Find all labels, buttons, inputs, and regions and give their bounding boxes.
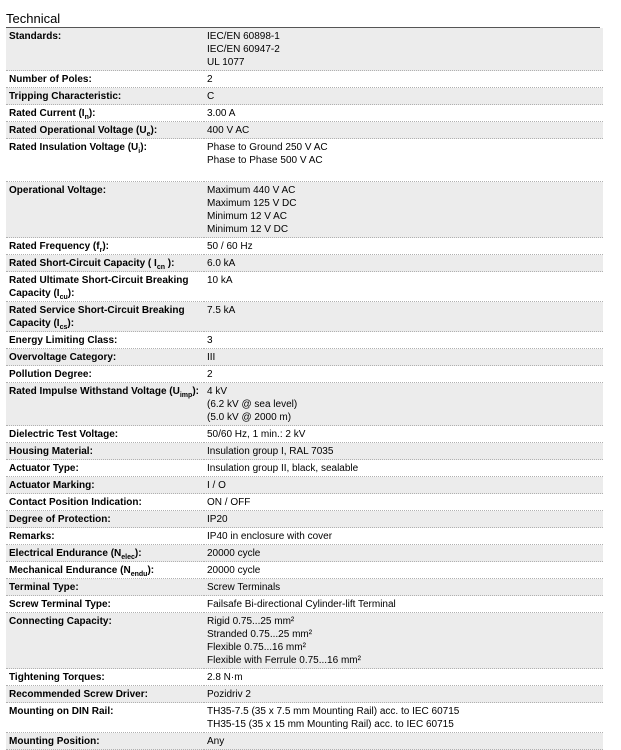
spec-value [204, 686, 603, 703]
spec-value-line: C [207, 91, 215, 102]
spec-value [204, 272, 603, 302]
spec-value-line: IEC/EN 60947-2 [207, 44, 280, 55]
spec-label: Number of Poles: [6, 71, 204, 88]
spec-row [6, 272, 603, 302]
spec-value-line: 3 [207, 335, 213, 346]
spec-value-line: Stranded 0.75...25 mm² [207, 629, 313, 640]
spec-value-line: Screw Terminals [207, 582, 281, 593]
spec-label: Mounting on DIN Rail: [6, 703, 204, 733]
spec-row [6, 302, 603, 332]
spec-row [6, 733, 603, 750]
spec-value-line: 2 [207, 74, 213, 85]
spec-value-line: Pozidriv 2 [207, 689, 251, 700]
spec-row [6, 349, 603, 366]
spec-row [6, 238, 603, 255]
spec-value-line: IP40 in enclosure with cover [207, 531, 333, 542]
spec-label: Rated Insulation Voltage $(U_i)$: [6, 139, 204, 182]
spec-row [6, 426, 603, 443]
spec-value-line: Phase to Ground 250 V AC [207, 142, 328, 153]
spec-row [6, 105, 603, 122]
spec-value-line: 400 V AC [207, 125, 250, 136]
spec-row [6, 686, 603, 703]
spec-row [6, 511, 603, 528]
spec-label: Energy Limiting Class: [6, 332, 204, 349]
spec-value [204, 71, 603, 88]
spec-value-line: Rigid 0.75...25 mm² [207, 616, 295, 627]
spec-label: Mounting Position: [6, 733, 204, 750]
spec-value [204, 366, 603, 383]
spec-value [204, 238, 603, 255]
spec-value-line: 20000 cycle [207, 548, 261, 559]
spec-value-line: Phase to Phase 500 V AC [207, 155, 323, 166]
spec-row [6, 443, 603, 460]
spec-value [204, 733, 603, 750]
spec-label: Operational Voltage: [6, 182, 204, 238]
spec-row [6, 494, 603, 511]
spec-label: Connecting Capacity: [6, 613, 204, 669]
spec-label: Housing Material: [6, 443, 204, 460]
spec-row [6, 366, 603, 383]
spec-value-line: Flexible with Ferrule 0.75...16 mm² [207, 655, 361, 666]
spec-value-line: (5.0 kV @ 2000 m) [207, 412, 292, 423]
spec-row [6, 703, 603, 733]
spec-label: Tightening Torques: [6, 669, 204, 686]
spec-value-line: Insulation group II, black, sealable [207, 463, 359, 474]
spec-value-line: 2.8 N·m [207, 672, 243, 683]
spec-value-line: Maximum 125 V DC [207, 198, 297, 209]
spec-value-line: 20000 cycle [207, 565, 261, 576]
spec-row [6, 383, 603, 426]
spec-value [204, 426, 603, 443]
spec-value [204, 443, 603, 460]
spec-label: Standards: [6, 28, 204, 71]
spec-table-body [6, 28, 603, 750]
spec-value-line: IP20 [207, 514, 228, 525]
spec-row [6, 562, 603, 579]
spec-value [204, 460, 603, 477]
spec-value-line: UL 1077 [207, 57, 245, 68]
spec-value-line: IEC/EN 60898-1 [207, 31, 280, 42]
spec-label: Dielectric Test Voltage: [6, 426, 204, 443]
spec-value [204, 332, 603, 349]
spec-label: Rated Service Short-Circuit Breaking Capacity $(I_{cs})$: [6, 302, 204, 332]
spec-value [204, 28, 603, 71]
spec-value [204, 579, 603, 596]
spec-label: Recommended Screw Driver: [6, 686, 204, 703]
spec-value [204, 562, 603, 579]
spec-label: Electrical Endurance $(N_{elec})$: [6, 545, 204, 562]
spec-row [6, 477, 603, 494]
spec-value [204, 88, 603, 105]
spec-value-line: 2 [207, 369, 213, 380]
spec-row [6, 122, 603, 139]
spec-value [204, 383, 603, 426]
spec-label: Degree of Protection: [6, 511, 204, 528]
spec-label: Rated Frequency $(f_r)$: [6, 238, 204, 255]
spec-row [6, 460, 603, 477]
spec-value-line: Any [207, 736, 225, 747]
spec-label: Pollution Degree: [6, 366, 204, 383]
spec-label: Actuator Marking: [6, 477, 204, 494]
spec-value [204, 139, 603, 182]
spec-row [6, 88, 603, 105]
spec-value [204, 122, 603, 139]
technical-section [6, 11, 600, 750]
spec-row [6, 139, 603, 182]
spec-value [204, 255, 603, 272]
spec-value [204, 613, 603, 669]
spec-row [6, 332, 603, 349]
spec-value [204, 349, 603, 366]
spec-value [204, 511, 603, 528]
spec-value [204, 596, 603, 613]
spec-label: Rated Current $(I_n)$: [6, 105, 204, 122]
spec-label: Overvoltage Category: [6, 349, 204, 366]
spec-value-line: 4 kV [207, 386, 228, 397]
spec-label: Remarks: [6, 528, 204, 545]
spec-value-line: TH35-7.5 (35 x 7.5 mm Mounting Rail) acc. to IEC 60715 [207, 706, 460, 717]
spec-value-line: (6.2 kV @ sea level) [207, 399, 298, 410]
spec-label: Terminal Type: [6, 579, 204, 596]
spec-value-line: 7.5 kA [207, 305, 236, 316]
section-title: Technical [6, 11, 600, 28]
spec-value-line: Flexible 0.75...16 mm² [207, 642, 306, 653]
spec-value-line: 10 kA [207, 275, 233, 286]
spec-value-line: 50/60 Hz, 1 min.: 2 kV [207, 429, 306, 440]
spec-row [6, 613, 603, 669]
spec-value-line: Insulation group I, RAL 7035 [207, 446, 334, 457]
spec-table [6, 28, 603, 750]
spec-label: Rated Impulse Withstand Voltage $(U_{imp})$: [6, 383, 204, 426]
spec-label: Rated Operational Voltage $(U_e)$: [6, 122, 204, 139]
spec-value [204, 302, 603, 332]
spec-value-line: Minimum 12 V AC [207, 211, 288, 222]
spec-value-line: 3.00 A [207, 108, 236, 119]
spec-row [6, 579, 603, 596]
spec-value [204, 105, 603, 122]
spec-value-line: Maximum 440 V AC [207, 185, 296, 196]
spec-value [204, 528, 603, 545]
spec-value [204, 669, 603, 686]
spec-value-line: 50 / 60 Hz [207, 241, 253, 252]
spec-value-line: TH35-15 (35 x 15 mm Mounting Rail) acc. to IEC 60715 [207, 719, 454, 730]
spec-value-line: 6.0 kA [207, 258, 236, 269]
spec-row [6, 28, 603, 71]
spec-row [6, 182, 603, 238]
spec-value-line: I / O [207, 480, 226, 491]
spec-row [6, 669, 603, 686]
spec-label: Tripping Characteristic: [6, 88, 204, 105]
spec-label: Contact Position Indication: [6, 494, 204, 511]
spec-label: Screw Terminal Type: [6, 596, 204, 613]
spec-label: Rated Short-Circuit Capacity ( $I_{cn}$ ): [6, 255, 204, 272]
spec-value [204, 703, 603, 733]
spec-value [204, 545, 603, 562]
spec-value-line: Minimum 12 V DC [207, 224, 289, 235]
spec-value [204, 182, 603, 238]
spec-value [204, 477, 603, 494]
spec-value-line [207, 167, 600, 180]
spec-value-line: ON / OFF [207, 497, 251, 508]
spec-value-line: Failsafe Bi-directional Cylinder-lift Terminal [207, 599, 396, 610]
spec-row [6, 71, 603, 88]
spec-label: Actuator Type: [6, 460, 204, 477]
spec-label: Rated Ultimate Short-Circuit Breaking Capacity $(I_{cu})$: [6, 272, 204, 302]
spec-row [6, 255, 603, 272]
spec-label: Mechanical Endurance $(N_{endu})$: [6, 562, 204, 579]
spec-row [6, 528, 603, 545]
spec-row [6, 545, 603, 562]
spec-value-line: III [207, 352, 216, 363]
spec-row [6, 596, 603, 613]
spec-value [204, 494, 603, 511]
